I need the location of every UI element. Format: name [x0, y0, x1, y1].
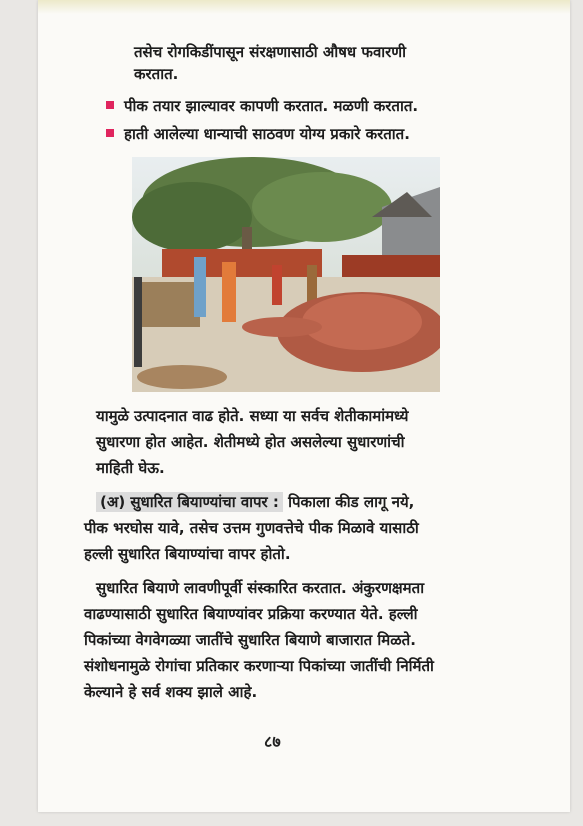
- paragraph-3-line-4: संशोधनामुळे रोगांचा प्रतिकार करणाऱ्या पिकांच्या जातींची निर्मिती: [84, 657, 434, 675]
- bullet-text: पीक तयार झाल्यावर कापणी करतात. मळणी करतात.: [124, 97, 419, 115]
- paragraph-2-line-2: पीक भरघोस यावे, तसेच उत्तम गुणवत्तेचे पीक मिळावे यासाठी: [84, 519, 419, 537]
- onion-market-photo: [132, 157, 440, 392]
- paragraph-3-line-3: पिकांच्या वेगवेगळ्या जातींचे सुधारित बियाणे बाजारात मिळते.: [84, 631, 416, 649]
- paragraph-1-line-1: यामुळे उत्पादनात वाढ होते. सध्या या सर्वच शेतीकामांमध्ये: [96, 407, 409, 425]
- book-page: [38, 0, 570, 812]
- text-line-1: तसेच रोगकिडींपासून संरक्षणासाठी औषध फवारणी: [134, 43, 407, 61]
- text-line-2: करतात.: [134, 65, 179, 83]
- section-heading-improved-seeds: (अ) सुधारित बियाण्यांचा वापर :: [96, 492, 283, 512]
- bullet-text: हाती आलेल्या धान्याची साठवण योग्य प्रकारे करतात.: [124, 125, 410, 143]
- page-top-strip: [38, 0, 570, 14]
- paragraph-3-line-1: सुधारित बियाणे लावणीपूर्वी संस्कारित करतात. अंकुरणक्षमता: [96, 579, 425, 597]
- page-number: ८७: [264, 732, 281, 751]
- paragraph-2-line-3: हल्ली सुधारित बियाण्यांचा वापर होतो.: [84, 545, 291, 563]
- section-heading-line: [96, 492, 414, 512]
- paragraph-3-line-2: वाढण्यासाठी सुधारित बियाण्यांवर प्रक्रिया करण्यात येते. हल्ली: [84, 605, 418, 623]
- bullet-item-storage: [106, 124, 410, 144]
- bullet-square-icon: [106, 101, 114, 109]
- bullet-square-icon: [106, 129, 114, 137]
- bullet-item-harvest: [106, 96, 418, 116]
- heading-continuation: पिकाला कीड लागू नये,: [288, 493, 415, 511]
- paragraph-3-line-5: केल्याने हे सर्व शक्य झाले आहे.: [84, 683, 258, 701]
- paragraph-1-line-3: माहिती घेऊ.: [96, 459, 165, 477]
- paragraph-1-line-2: सुधारणा होत आहेत. शेतीमध्ये होत असलेल्या सुधारणांची: [96, 433, 405, 451]
